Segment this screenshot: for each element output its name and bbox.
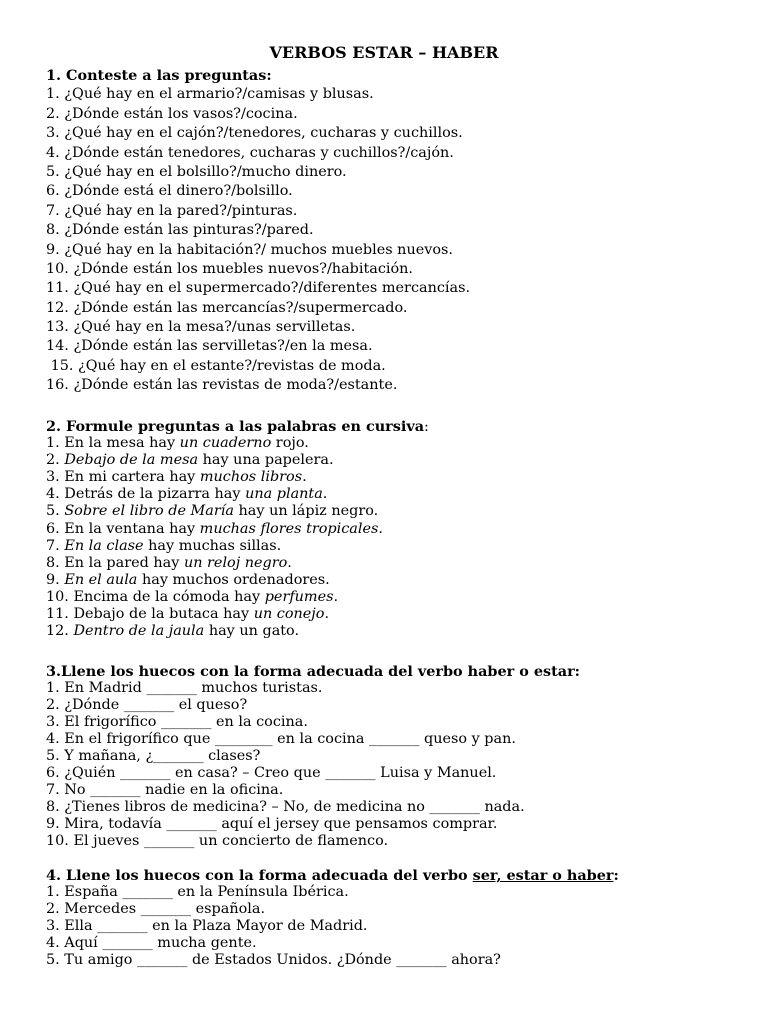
section-4-heading [46, 867, 746, 884]
item-text: 11. Debajo de la butaca hay [46, 606, 254, 623]
section-4-heading-underlined: ser, estar o haber [472, 867, 614, 884]
section-1-item: 7. ¿Qué hay en la pared?/pinturas. [46, 202, 298, 219]
item-italic: perfumes [264, 588, 334, 605]
section-2-heading-text: 2. Formule preguntas a las palabras en cursiva [46, 418, 425, 435]
item-text: 8. En la pared hay [46, 554, 184, 571]
section-2-heading-colon: : [424, 419, 429, 435]
section-1-item: 6. ¿Dónde está el dinero?/bolsillo. [46, 183, 293, 200]
section-1-item: 2. ¿Dónde están los vasos?/cocina. [46, 105, 298, 122]
item-text: 3. En mi cartera hay [46, 469, 200, 486]
section-1-item: 10. ¿Dónde están los muebles nuevos?/habitación. [46, 260, 413, 277]
section-2-item [46, 538, 746, 555]
item-text: 12. [46, 623, 74, 640]
section-4-item: 2. Mercedes _______ española. [46, 901, 266, 917]
item-text: hay una papelera. [198, 452, 334, 469]
item-text: 5. [46, 503, 65, 520]
section-2-item [46, 555, 746, 572]
section-1-item: 3. ¿Qué hay en el cajón?/tenedores, cucharas y cuchillos. [46, 125, 463, 142]
section-2-heading [46, 418, 746, 435]
item-text: . [322, 486, 328, 503]
item-italic: una planta [245, 486, 323, 503]
item-text: hay un lápiz negro. [233, 503, 379, 520]
section-4-item: 5. Tu amigo _______ de Estados Unidos. ¿Dónde _______ ahora? [46, 952, 501, 968]
section-3-item: 3. El frigorífico _______ en la cocina. [46, 714, 308, 730]
item-italic: Dentro de la jaula [73, 623, 205, 640]
section-2-item [46, 606, 746, 623]
section-2-item [46, 435, 746, 452]
section-1-item: 15. ¿Qué hay en el estante?/revistas de moda. [46, 357, 386, 374]
section-2-item [46, 589, 746, 606]
section-2-item [46, 503, 746, 520]
item-text: hay muchos ordenadores. [137, 571, 330, 588]
item-text: 10. Encima de la cómoda hay [46, 588, 265, 605]
section-4-heading-colon: : [613, 867, 619, 884]
section-1-item: 1. ¿Qué hay en el armario?/camisas y blusas. [46, 86, 374, 103]
item-text: hay un gato. [204, 623, 300, 640]
section-3-item: 7. No _______ nadie en la oficina. [46, 782, 284, 798]
item-text: . [287, 554, 292, 571]
section-2-item [46, 521, 746, 538]
section-3-item: 6. ¿Quién _______ en casa? – Creo que _______ Luisa y Manuel. [46, 765, 497, 781]
section-1-item: 8. ¿Dónde están las pinturas?/pared. [46, 222, 314, 239]
item-italic: un reloj negro [183, 554, 288, 571]
section-3-item: 9. Mira, todavía _______ aquí el jersey que pensamos comprar. [46, 816, 498, 832]
item-text: 7. [46, 537, 65, 554]
item-text: 2. [46, 452, 65, 469]
section-2-item [46, 469, 746, 486]
section-4-heading-text: 4. Llene los huecos con la forma adecuada del verbo [46, 867, 473, 884]
item-italic: Debajo de la mesa [64, 452, 199, 469]
item-italic: muchos libros [199, 469, 303, 486]
section-4-item: 4. Aquí _______ mucha gente. [46, 935, 257, 951]
section-1 [46, 66, 746, 396]
section-1-item: 5. ¿Qué hay en el bolsillo?/mucho dinero. [46, 163, 347, 180]
item-text: . [378, 520, 383, 537]
item-italic: En la clase [64, 537, 144, 554]
section-1-heading: 1. Conteste a las preguntas: [46, 67, 272, 84]
page-title: VERBOS ESTAR – HABER [269, 43, 499, 62]
section-1-item: 11. ¿Qué hay en el supermercado?/diferentes mercancías. [46, 280, 471, 297]
section-4 [46, 867, 746, 969]
section-1-item: 14. ¿Dónde están las servilletas?/en la mesa. [46, 338, 373, 355]
item-text: 9. [46, 571, 65, 588]
section-2 [46, 418, 746, 640]
item-text: . [324, 606, 330, 623]
item-text: 4. Detrás de la pizarra hay [46, 486, 246, 503]
section-2-item [46, 486, 746, 503]
section-1-item: 9. ¿Qué hay en la habitación?/ muchos muebles nuevos. [46, 241, 453, 258]
item-italic: un conejo [253, 606, 325, 623]
section-1-item: 13. ¿Qué hay en la mesa?/unas servilletas. [46, 319, 356, 336]
section-2-item [46, 623, 746, 640]
section-2-item [46, 452, 746, 469]
section-1-item: 4. ¿Dónde están tenedores, cucharas y cuchillos?/cajón. [46, 144, 454, 161]
item-text: . [333, 588, 339, 605]
section-4-item: 1. España _______ en la Península Ibérica. [46, 884, 349, 900]
section-3-item: 5. Y mañana, ¿_______ clases? [46, 748, 261, 764]
item-italic: muchas flores tropicales [199, 520, 379, 537]
section-3-item: 8. ¿Tienes libros de medicina? – No, de medicina no _______ nada. [46, 799, 525, 815]
section-3-item: 4. En el frigorífico que ________ en la cocina _______ queso y pan. [46, 731, 516, 747]
section-3 [46, 663, 746, 850]
item-italic: Sobre el libro de María [64, 503, 234, 520]
item-italic: un cuaderno [179, 435, 272, 452]
section-3-item: 10. El jueves _______ un concierto de flamenco. [46, 833, 389, 849]
section-4-item: 3. Ella _______ en la Plaza Mayor de Madrid. [46, 918, 368, 934]
section-2-item [46, 572, 746, 589]
item-text: 1. En la mesa hay [46, 435, 180, 452]
section-1-item: 16. ¿Dónde están las revistas de moda?/estante. [46, 377, 398, 394]
section-3-item: 2. ¿Dónde _______ el queso? [46, 697, 248, 713]
item-text: hay muchas sillas. [143, 537, 282, 554]
section-1-item: 12. ¿Dónde están las mercancías?/supermercado. [46, 299, 408, 316]
section-3-item: 1. En Madrid _______ muchos turistas. [46, 680, 323, 696]
item-text: rojo. [271, 435, 309, 452]
item-text: . [302, 469, 307, 486]
section-3-heading: 3.Llene los huecos con la forma adecuada del verbo haber o estar: [46, 663, 580, 680]
item-text: 6. En la ventana hay [46, 520, 200, 537]
item-italic: En el aula [64, 571, 138, 588]
